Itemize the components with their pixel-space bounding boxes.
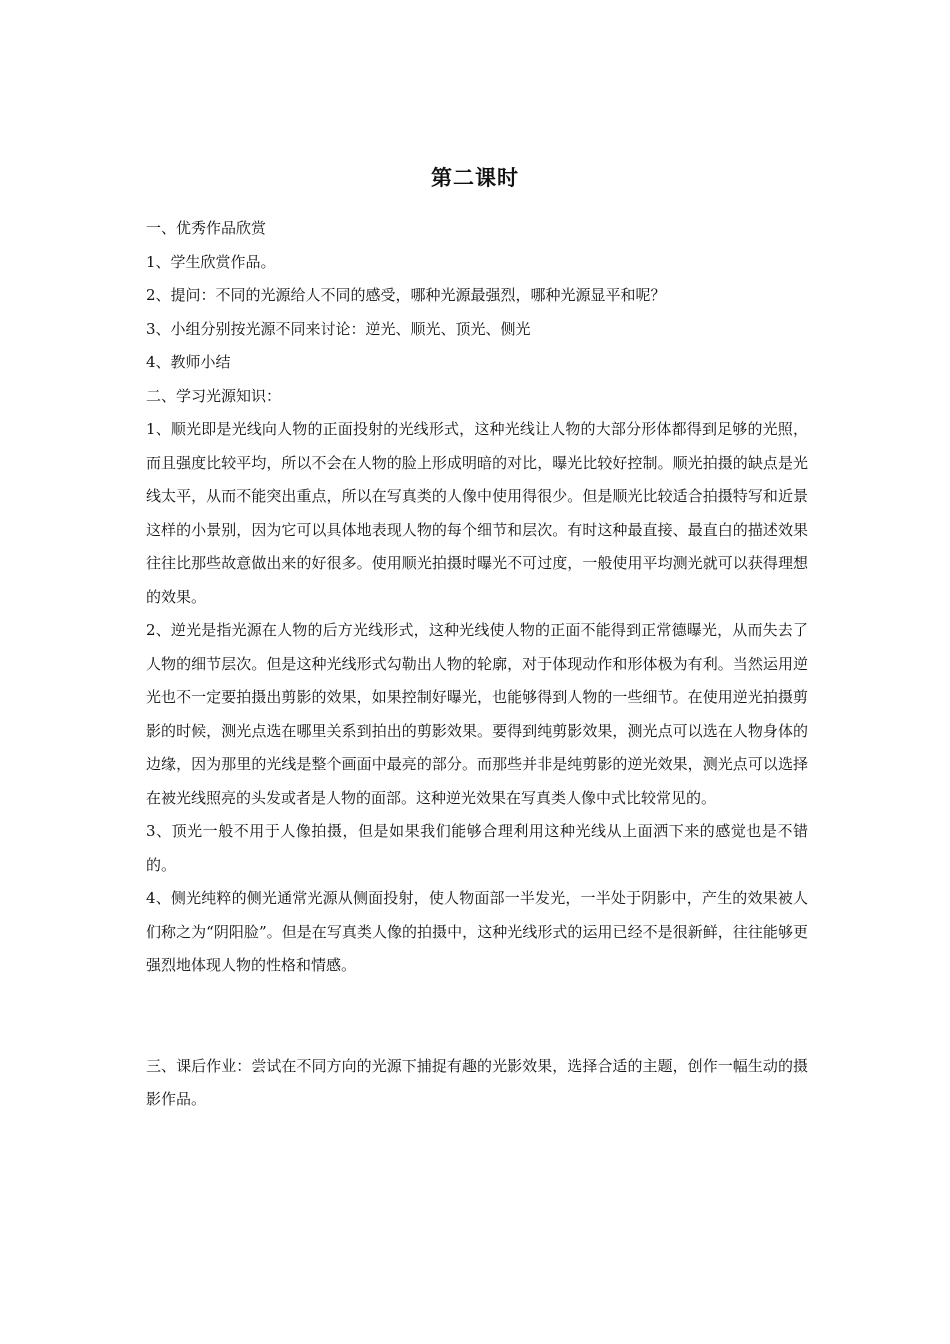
section-heading-appreciation: 一、优秀作品欣赏 — [146, 219, 267, 237]
list-item: 3、小组分别按光源不同来讨论：逆光、顺光、顶光、侧光 — [146, 319, 531, 338]
list-item: 4、教师小结 — [146, 353, 231, 371]
spacer — [146, 983, 808, 1050]
section-heading-light-knowledge: 二、学习光源知识： — [146, 386, 282, 405]
paragraph-side-light: 4、侧光纯粹的侧光通常光源从侧面投射，使人物面部一半发光，一半处于阴影中，产生的效果被人们称之为“阴阳脸”。但是在写真类人像的拍摄中，这种光线形式的运用已经不是很新鲜，往往能够更强烈地体现人物的性格和情感。 — [146, 889, 808, 974]
paragraph-back-light: 2、逆光是指光源在人物的后方光线形式，这种光线使人物的正面不能得到正常德曝光，从而失去了人物的细节层次。但是这种光线形式勾勒出人物的轮廓，对于体现动作和形体极为有利。当然运用逆光也不一定要拍摄出剪影的效果，如果控制好曝光，也能够得到人物的一些细节。在使用逆光拍摄剪影的时候，测光点选在哪里关系到拍出的剪影效果。要得到纯剪影效果，测光点可以选在人物身体的边缘，因为那里的光线是整个画面中最亮的部分。而那些并非是纯剪影的逆光效果，测光点可以选择在被光线照亮的头发或者是人物的面部。这种逆光效果在写真类人像中式比较常见的。 — [146, 621, 808, 807]
document-body — [146, 212, 808, 1117]
paragraph-front-light: 1、顺光即是光线向人物的正面投射的光线形式，这种光线让人物的大部分形体都得到足够的光照，而且强度比较平均，所以不会在人物的脸上形成明暗的对比，曝光比较好控制。顺光拍摄的缺点是光线太平，从而不能突出重点，所以在写真类的人像中使用得很少。但是顺光比较适合拍摄特写和近景这样的小景别，因为它可以具体地表现人物的每个细节和层次。有时这种最直接、最直白的描述效果往往比那些故意做出来的好很多。使用顺光拍摄时曝光不可过度，一般使用平均测光就可以获得理想的效果。 — [146, 420, 808, 606]
page-title: 第二课时 — [431, 166, 519, 190]
paragraph-top-light: 3、顶光一般不用于人像拍摄，但是如果我们能够合理利用这种光线从上面洒下来的感觉也是不错的。 — [146, 822, 808, 874]
list-item: 2、提问：不同的光源给人不同的感受，哪种光源最强烈，哪种光源显平和呢？ — [146, 286, 666, 304]
list-item: 1、学生欣赏作品。 — [146, 252, 276, 271]
paragraph-homework: 三、课后作业：尝试在不同方向的光源下捕捉有趣的光影效果，选择合适的主题，创作一幅生动的摄影作品。 — [146, 1056, 808, 1108]
